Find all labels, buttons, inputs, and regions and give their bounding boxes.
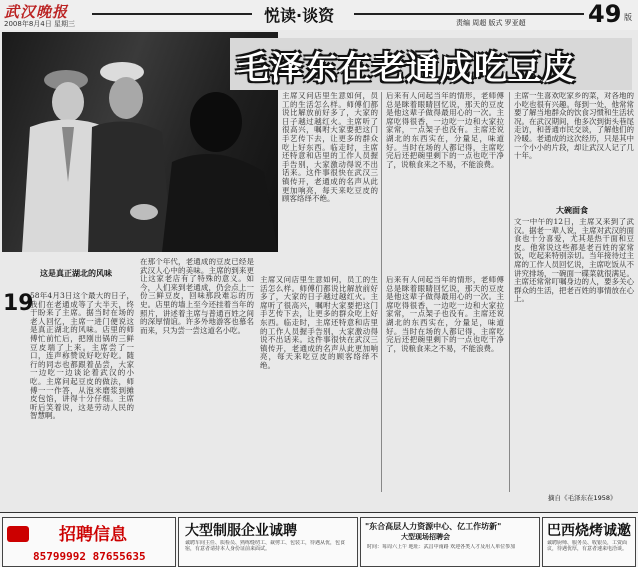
page-number: 49: [588, 0, 622, 28]
article-column-1: 主席又问店里生意如何，员工的生活怎么样。师傅们都说比解放前好多了，大家的日子越过越红火。主席听了很高兴，嘱咐大家要把这门手艺传下去，让更多的群众吃上好东西。临走时，主席还特意和店里的工作人员握手告别，大家激动得说不出话来。这件事很快在武汉三镇传开，老通成的名声从此更加响亮，每天来吃豆皮的顾客络绎不绝。: [282, 92, 378, 204]
ad-recruitment-title: 招聘信息: [59, 525, 127, 545]
ad-uniform-title: 大型制服企业诚聘: [185, 523, 297, 539]
article-column-6: 主席又问店里生意如何，员工的生活怎么样。师傅们都说比解放前好多了，大家的日子越过越红火。主席听了很高兴，嘱咐大家要把这门手艺传下去，让更多的群众吃上好东西。临走时，主席还特意和店里的工作人员握手告别，大家激动得说不出话来。这件事很快在武汉三镇传开，老通成的名声从此更加响亮，每天来吃豆皮的顾客络绎不绝。: [260, 276, 378, 370]
article-byline: 摘自《毛泽东在1958》: [548, 494, 617, 502]
newspaper-masthead: 武汉晚报: [4, 3, 69, 21]
section-heading: 大碗面食: [556, 206, 588, 215]
header-rule-right: [354, 13, 584, 15]
ad-barbecue-title: 巴西烧烤诚邀: [547, 523, 631, 539]
ad-barbecue-text: 诚聘厨师、服务员、收银员，工资面议，待遇优厚，有意者速来电洽谈。: [547, 540, 628, 552]
article-column-4: 文一中午的12日，主席又来到了武汉。据老一辈人说，主席对武汉的面食也十分喜爱，尤其是热干面和豆皮。他常说这些都是老百姓的家常饭，吃起来特别亲切。当年接待过主席的工作人员回忆说，主席吃饭从不讲究排场，一碗面一碟菜就很满足。主席还常常叮嘱身边的人，要多关心群众的生活，把老百姓的事情放在心上。: [514, 218, 634, 304]
ad-job-fair[interactable]: [360, 517, 540, 567]
article-column-3: 主席一生喜欢吃家乡的菜，对各地的小吃也很有兴趣。每到一处，他常常要了解当地群众的饮食习惯和生活状况。在武汉期间，他多次到街头巷尾走访，和普通市民交谈，了解他们的冷暖。老通成的这次经历，只是其中一个小小的片段，却让武汉人记了几十年。: [514, 92, 634, 161]
page-number-suffix: 版: [624, 13, 632, 22]
article-column-5: 在那个年代，老通成的豆皮已经是武汉人心中的美味。主席的到来更让这家老店有了特殊的意义。如今，人们来到老通成，仍会点上一份三鲜豆皮，回味那段难忘的历史。店里的墙上至今还挂着当年的照片，讲述着主席与普通百姓之间的深厚情谊。许多外地游客也慕名而来，只为尝一尝这道名小吃。: [140, 258, 254, 335]
ad-uniform-text: 诚聘车间主任、质检员、熟练缝纫工、裁剪工、包装工，待遇从优，包食宿，有意者请持本人身份证前来面试。: [185, 540, 346, 552]
ad-recruitment[interactable]: [2, 517, 176, 567]
article-column-2: 后来有人问起当年的情形，老师傅总是眯着眼睛回忆说，那天的豆皮是他这辈子做得最用心的一次。主席吃得很香，一边吃一边和大家拉家常，一点架子也没有。主席还说湖北的东西实在，分量足，味道好。当时在场的人都记得，主席吃完后还把碗里剩下的一点也吃干净了，说粮食来之不易，不能浪费。: [386, 92, 504, 169]
section-title: 悦读·谈资: [264, 6, 335, 25]
article-column-7: 后来有人问起当年的情形，老师傅总是眯着眼睛回忆说，那天的豆皮是他这辈子做得最用心的一次。主席吃得很香，一边吃一边和大家拉家常，一点架子也没有。主席还说湖北的东西实在，分量足，味道好。当时在场的人都记得，主席吃完后还把碗里剩下的一点也吃干净了，说粮食来之不易，不能浪费。: [386, 276, 504, 353]
page-header: [0, 0, 638, 30]
ad-job-fair-title: "东合高层人力资源中心、亿工作坊新": [365, 522, 502, 531]
advertisement-strip: [0, 512, 638, 567]
ad-recruitment-phone: 85799992 87655635: [33, 550, 146, 563]
editor-credits: 责编 周超 版式 罗亚超: [456, 19, 526, 27]
ad-uniform-company[interactable]: [178, 517, 358, 567]
ad-job-fair-text: 时间：每周六上午 地址：武昌中南路 欢迎各类人才及用人单位参加: [367, 544, 516, 550]
ad-logo-icon: [7, 526, 29, 542]
article-title: 毛泽东在老通成吃豆皮: [236, 48, 576, 87]
issue-date: 2008年8月4日 星期三: [4, 20, 75, 28]
drop-cap: 19: [3, 291, 34, 316]
ad-job-fair-subtitle: 大型现场招聘会: [401, 533, 450, 541]
column-divider: [381, 92, 382, 492]
ad-barbecue[interactable]: [542, 517, 636, 567]
article-subheading: 这是真正湖北的风味: [40, 269, 112, 278]
column-divider: [509, 92, 510, 492]
article-column-0: 58年4月3日这个最大的日子，我们在老通成等了大半天，终于盼来了主席。据当时在场的老人回忆，主席一进门便说这是真正湖北的风味。店里的师傅忙前忙后，把刚出锅的三鲜豆皮端了上来。主席尝了一口，连声称赞说好吃好吃。随行的同志也都跟着品尝，大家一边吃一边谈论着武汉的小吃。主席问起豆皮的做法，师傅一一作答，从泡米磨浆到摊皮包馅，讲得十分仔细。主席听后笑着说，这是劳动人民的智慧啊。: [30, 292, 134, 421]
header-rule-left: [92, 13, 252, 15]
